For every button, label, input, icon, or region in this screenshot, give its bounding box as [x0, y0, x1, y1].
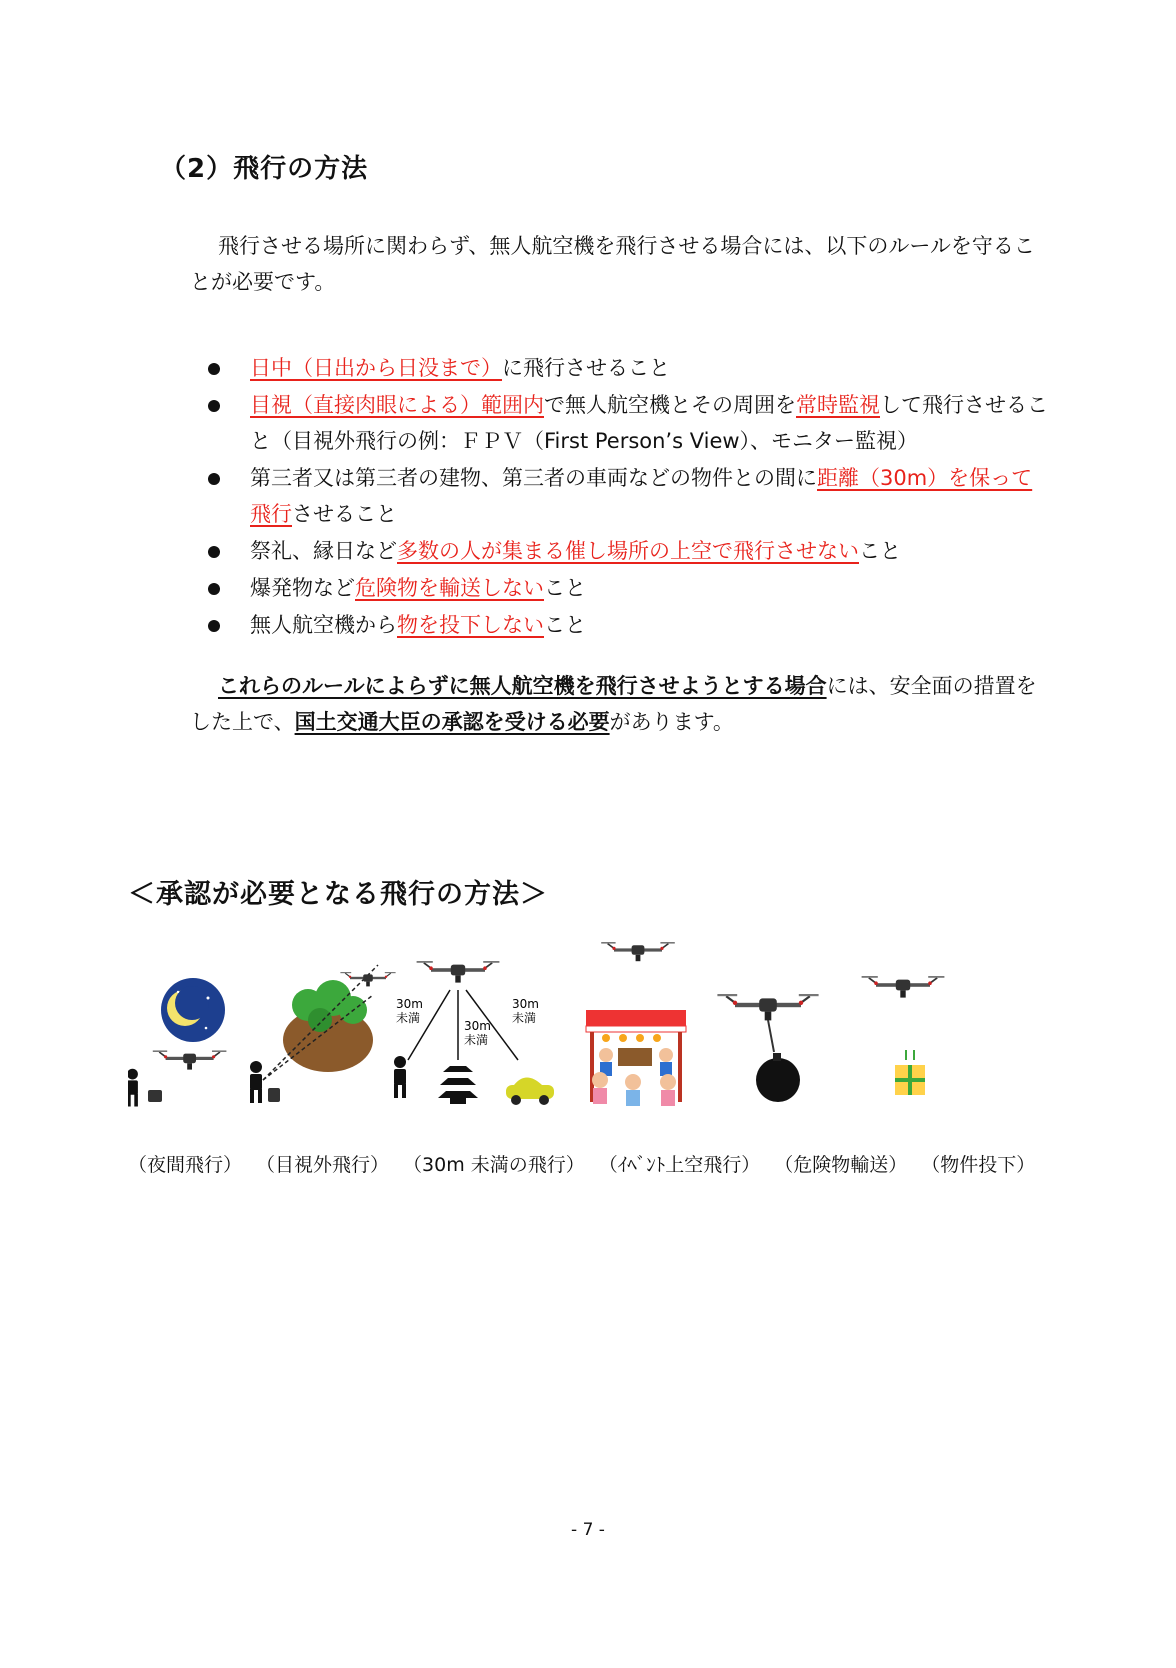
distance-label-mid: 30m: [464, 1019, 491, 1033]
rule-item: [202, 533, 1052, 569]
bullet-icon: [208, 363, 220, 375]
approval-heading: ＜承認が必要となる飛行の方法＞: [128, 879, 548, 910]
rule-highlight: 多数の人が集まる催し場所の上空で飛行させない: [397, 539, 859, 563]
caption-event: （ｲﾍﾞﾝﾄ上空飛行）: [598, 1154, 761, 1176]
bvlos-illustration: [250, 965, 396, 1103]
caption-night-flight: （夜間飛行）: [128, 1154, 243, 1176]
rule-highlight: 物を投下しない: [397, 613, 544, 637]
rule-highlight: 目視（直接肉眼による）範囲内: [250, 393, 544, 417]
closing-text-2: があります。: [609, 710, 734, 734]
distance-label-left: 30m: [396, 997, 423, 1011]
rule-text: 第三者又は第三者の建物、第三者の車両などの物件との間に: [250, 466, 817, 490]
section-heading: （2）飛行の方法: [160, 154, 369, 184]
bullet-icon: [208, 620, 220, 632]
rules-list: [202, 350, 1052, 644]
closing-emphasis-1: これらのルールによらずに無人航空機を飛行させようとする場合: [218, 674, 827, 698]
closing-text-1: には、安全面の措置をした上で、: [190, 674, 1037, 734]
dangerous-goods-illustration: [717, 994, 818, 1102]
caption-under-30m: （30m 未満の飛行）: [403, 1154, 585, 1176]
rule-text: こと: [544, 613, 586, 637]
rule-highlight: 危険物を輸送しない: [355, 576, 544, 600]
intro-paragraph: 飛行させる場所に関わらず、無人航空機を飛行させる場合には、以下のルールを守ることが必要です。: [190, 234, 1035, 294]
night-flight-illustration: [128, 978, 226, 1107]
caption-bvlos: （目視外飛行）: [256, 1154, 390, 1176]
rule-item: [202, 570, 1052, 606]
page-number: - 7 -: [571, 1520, 605, 1540]
rule-text: こと: [859, 539, 901, 563]
distance-label-right-sub: 未満: [512, 1011, 537, 1025]
caption-dangerous-goods: （危険物輸送）: [774, 1154, 908, 1176]
illustration-strip: [128, 940, 1048, 1160]
pagoda-icon: [438, 1066, 478, 1104]
monitor-icon: [268, 1088, 280, 1102]
rule-text: こと: [544, 576, 586, 600]
rule-item: [202, 460, 1052, 532]
rule-text: 爆発物など: [250, 576, 355, 600]
closing-emphasis-2: 国土交通大臣の承認を受ける必要: [294, 710, 610, 734]
distance-label-mid-sub: 未満: [464, 1033, 489, 1047]
drop-object-illustration: [862, 976, 945, 1095]
closing-paragraph: [190, 668, 1050, 740]
rule-item: [202, 350, 1052, 386]
rule-text: 無人航空機から: [250, 613, 397, 637]
rule-text: させること: [292, 502, 397, 526]
bullet-icon: [208, 546, 220, 558]
distance-label-right: 30m: [512, 997, 539, 1011]
bullet-icon: [208, 400, 220, 412]
rule-item: [202, 387, 1052, 459]
rule-highlight: 日中（日出から日没まで）: [250, 356, 502, 380]
bullet-icon: [208, 583, 220, 595]
rule-text: に飛行させること: [502, 356, 670, 380]
rule-highlight: 常時監視: [796, 393, 880, 417]
rule-text: で無人航空機とその周囲を: [544, 393, 796, 417]
bomb-icon: [756, 1058, 800, 1102]
caption-row: [128, 1150, 1048, 1177]
caption-drop-object: （物件投下）: [921, 1154, 1036, 1176]
bullet-icon: [208, 473, 220, 485]
controller-icon: [148, 1090, 162, 1102]
distance-label-left-sub: 未満: [396, 1011, 421, 1025]
event-illustration: [586, 942, 686, 1106]
rule-item: [202, 607, 1052, 643]
rule-highlight: 距離（30m）を保って飛行: [250, 466, 1033, 526]
rule-text: 祭礼、縁日など: [250, 539, 397, 563]
rule-text: して飛行させること（目視外飛行の例：ＦＰＶ（First Person’s View）、モニター監視）: [250, 393, 1048, 453]
under-30m-illustration: [394, 961, 554, 1105]
car-icon: [506, 1078, 554, 1106]
